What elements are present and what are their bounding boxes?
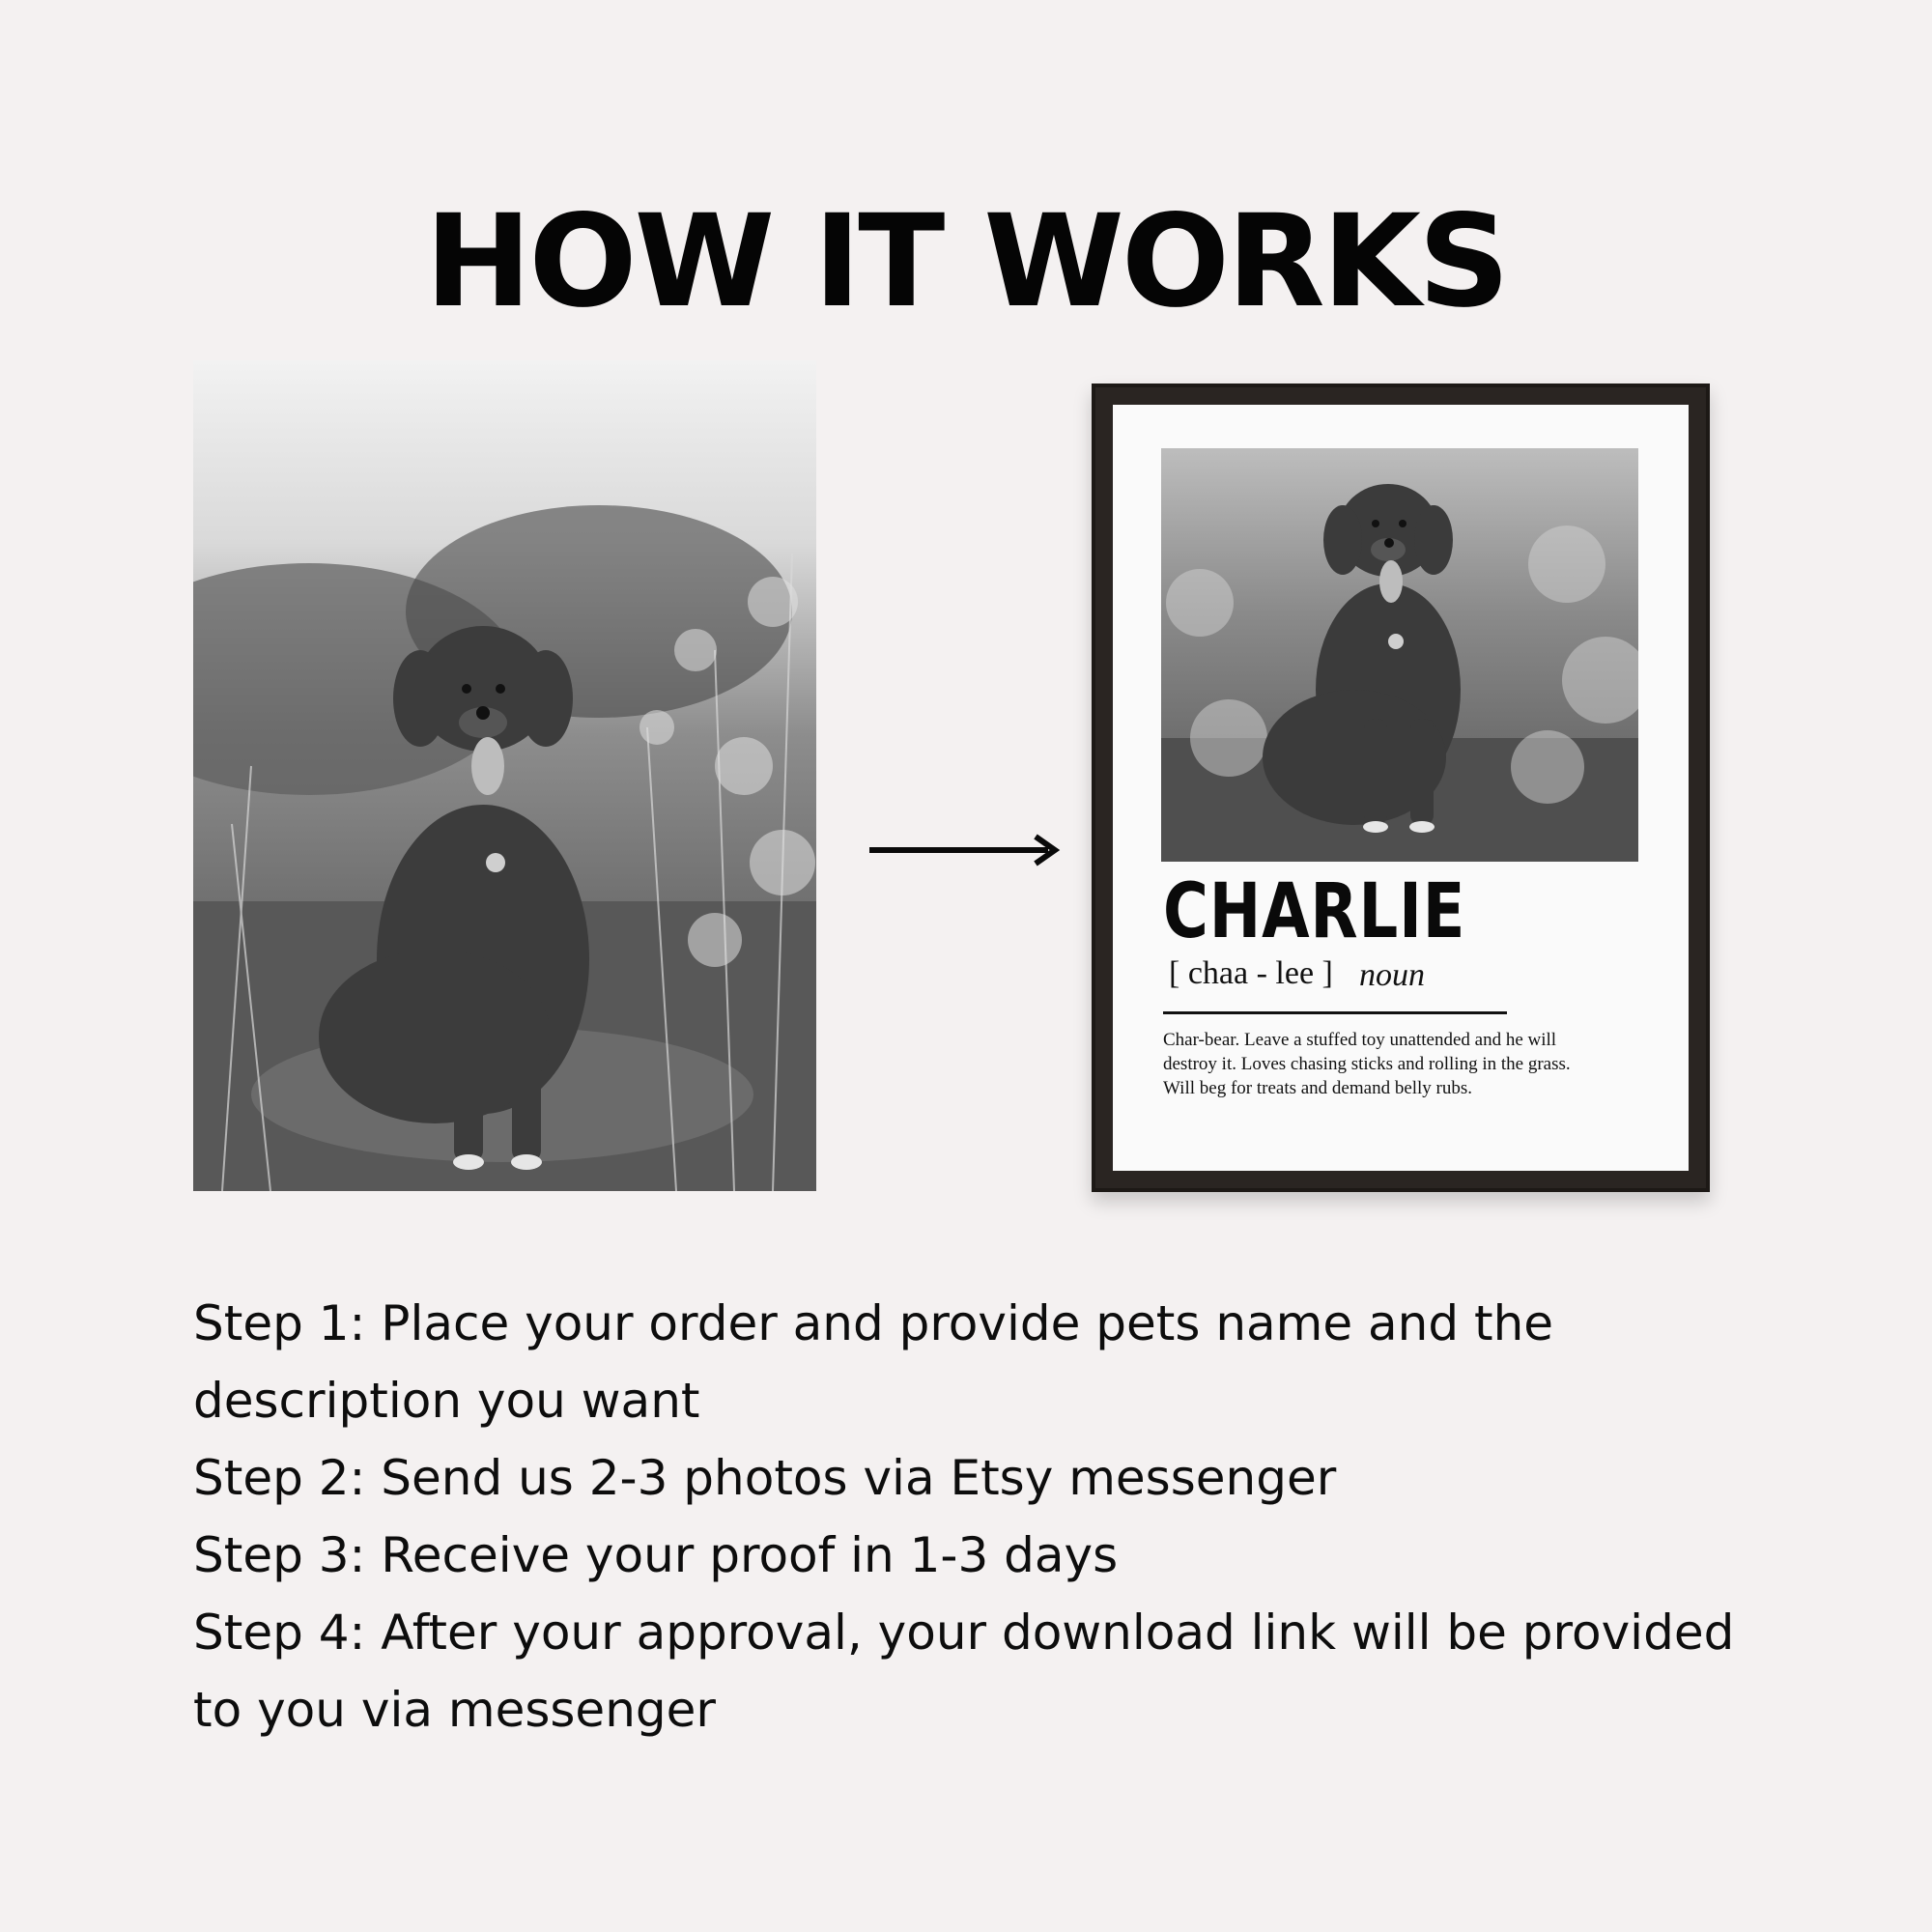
pet-name: CHARLIE [1163,868,1466,955]
original-dog-photo [193,360,816,1191]
right-arrow-icon [869,831,1067,869]
page-title: HOW IT WORKS [424,187,1508,336]
step-4: Step 4: After your approval, your download link will be provided to you via messenger [193,1605,1735,1738]
pronunciation: [ chaa - lee ] [1169,955,1333,991]
poster-dog-photo [1161,448,1638,862]
step-3: Step 3: Receive your proof in 1-3 days [193,1527,1119,1583]
step-2: Step 2: Send us 2-3 photos via Etsy messenger [193,1450,1337,1506]
pet-description: Char-bear. Leave a stuffed toy unattended and he will destroy it. Loves chasing sticks and rolling in the grass. Will beg for treats and demand belly rubs. [1163,1030,1571,1098]
poster-mat [1113,405,1689,1171]
framed-poster [1092,384,1710,1192]
part-of-speech: noun [1359,957,1425,993]
step-1: Step 1: Place your order and provide pets name and the description you want [193,1295,1554,1429]
divider [1163,1011,1507,1014]
steps-list [193,1285,1777,1748]
